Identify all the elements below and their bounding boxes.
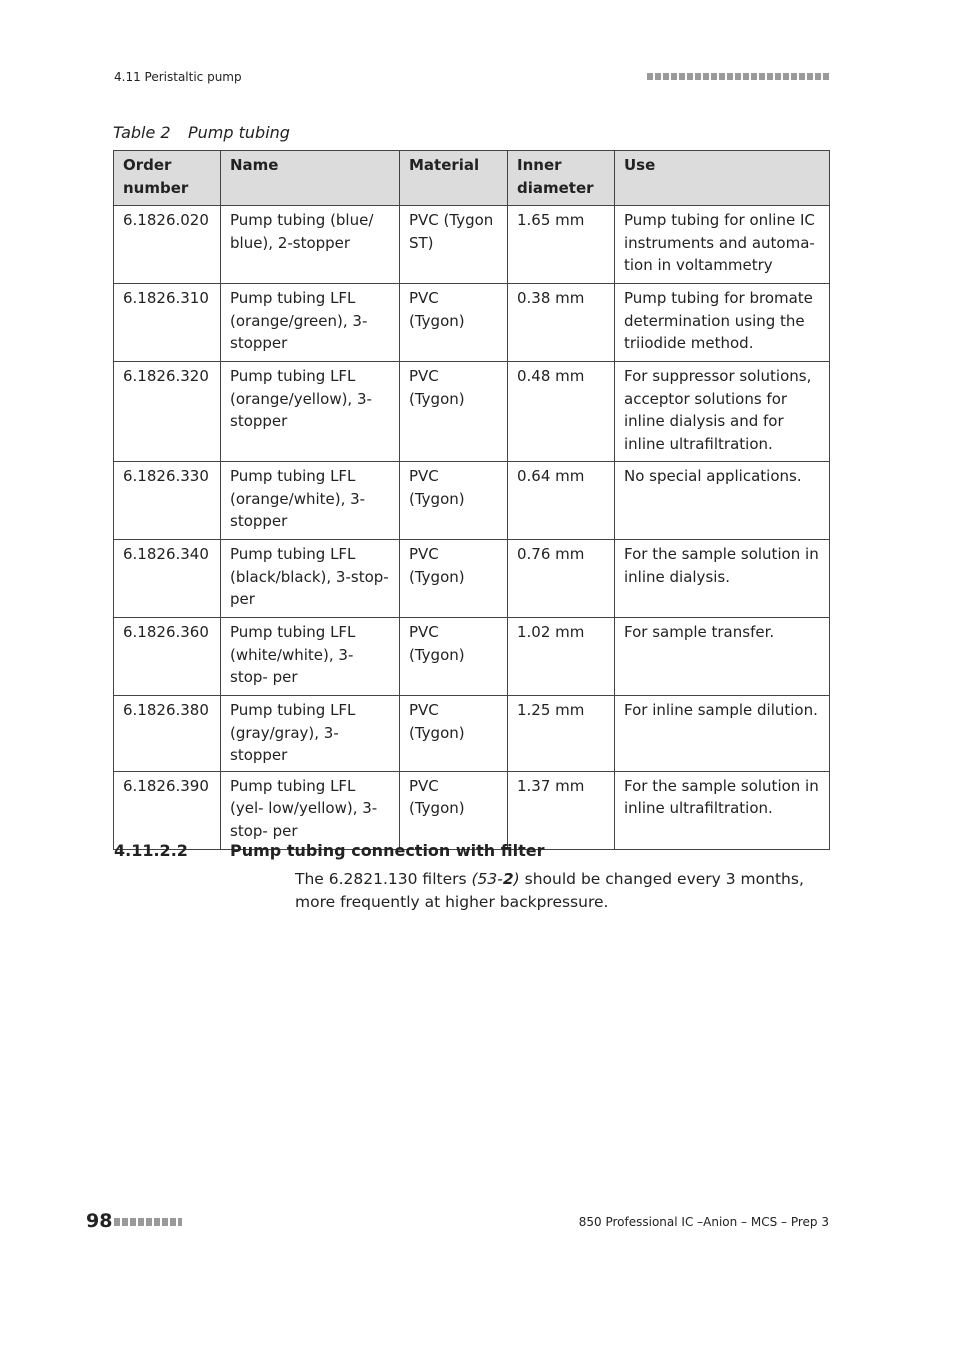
order-number-cell: 6.1826.020 [114, 206, 221, 284]
name-cell: Pump tubing (blue/ blue), 2-stopper [221, 206, 400, 284]
order-number-cell: 6.1826.320 [114, 362, 221, 462]
name-cell: Pump tubing LFL (orange/green), 3- stopper [221, 284, 400, 362]
use-cell: Pump tubing for online IC instruments and automa- tion in voltammetry [615, 206, 830, 284]
order-number-cell: 6.1826.390 [114, 771, 221, 849]
table-row [114, 362, 830, 462]
use-cell: For the sample solution in inline ultrafiltration. [615, 771, 830, 849]
material-cell: PVC (Tygon) [400, 462, 508, 540]
material-cell: PVC (Tygon) [400, 771, 508, 849]
diameter-cell: 0.38 mm [508, 284, 615, 362]
order-number-cell: 6.1826.360 [114, 618, 221, 696]
footer-decoration [114, 1218, 182, 1226]
column-header: Inner diameter [508, 151, 615, 206]
diameter-cell: 1.25 mm [508, 696, 615, 772]
figure-ref-open: (53- [471, 870, 503, 888]
use-cell: No special applications. [615, 462, 830, 540]
figure-ref-item: 2 [502, 870, 514, 888]
table-header-row [114, 151, 830, 206]
use-cell: For suppressor solutions, acceptor solutions for inline dialysis and for inline ultrafiltration. [615, 362, 830, 462]
use-cell: For inline sample dilution. [615, 696, 830, 772]
table-row [114, 206, 830, 284]
order-number-cell: 6.1826.330 [114, 462, 221, 540]
table-row [114, 618, 830, 696]
diameter-cell: 1.37 mm [508, 771, 615, 849]
body-paragraph [295, 868, 829, 913]
material-cell: PVC (Tygon) [400, 284, 508, 362]
diameter-cell: 0.48 mm [508, 362, 615, 462]
material-cell: PVC (Tygon) [400, 696, 508, 772]
use-cell: For the sample solution in inline dialysis. [615, 540, 830, 618]
table-row [114, 771, 830, 849]
column-header: Name [221, 151, 400, 206]
material-cell: PVC (Tygon) [400, 540, 508, 618]
running-footer: 850 Professional IC –Anion – MCS – Prep 3 [578, 1215, 829, 1229]
column-header: Use [615, 151, 830, 206]
table-caption [113, 123, 290, 142]
running-header: 4.11 Peristaltic pump [114, 70, 242, 84]
name-cell: Pump tubing LFL (black/black), 3-stop- per [221, 540, 400, 618]
header-decoration [647, 73, 829, 80]
order-number-cell: 6.1826.340 [114, 540, 221, 618]
table-row [114, 462, 830, 540]
table-row [114, 284, 830, 362]
figure-reference [472, 870, 520, 888]
material-cell: PVC (Tygon ST) [400, 206, 508, 284]
name-cell: Pump tubing LFL (yel- low/yellow), 3-stop- per [221, 771, 400, 849]
diameter-cell: 0.64 mm [508, 462, 615, 540]
order-number-cell: 6.1826.380 [114, 696, 221, 772]
diameter-cell: 1.65 mm [508, 206, 615, 284]
paragraph-text-start: The 6.2821.130 filters [295, 870, 472, 888]
column-header: Material [400, 151, 508, 206]
diameter-cell: 0.76 mm [508, 540, 615, 618]
name-cell: Pump tubing LFL (white/white), 3-stop- per [221, 618, 400, 696]
table-row [114, 540, 830, 618]
name-cell: Pump tubing LFL (orange/white), 3- stopper [221, 462, 400, 540]
page-number: 98 [86, 1210, 113, 1232]
section-heading [114, 841, 545, 860]
material-cell: PVC (Tygon) [400, 362, 508, 462]
use-cell: Pump tubing for bromate determination using the triiodide method. [615, 284, 830, 362]
section-title: Pump tubing connection with filter [230, 841, 545, 860]
use-cell: For sample transfer. [615, 618, 830, 696]
order-number-cell: 6.1826.310 [114, 284, 221, 362]
name-cell: Pump tubing LFL (gray/gray), 3-stopper [221, 696, 400, 772]
section-number: 4.11.2.2 [114, 841, 188, 860]
material-cell: PVC (Tygon) [400, 618, 508, 696]
table-caption-title: Pump tubing [188, 123, 290, 142]
diameter-cell: 1.02 mm [508, 618, 615, 696]
paragraph-text-end: should be changed every 3 months, more frequently at higher backpressure. [295, 870, 804, 911]
table-row [114, 696, 830, 772]
name-cell: Pump tubing LFL (orange/yellow), 3- stopper [221, 362, 400, 462]
table-caption-label: Table 2 [113, 123, 171, 142]
figure-ref-close: ) [513, 870, 520, 888]
column-header: Order number [114, 151, 221, 206]
pump-tubing-table [113, 150, 830, 850]
